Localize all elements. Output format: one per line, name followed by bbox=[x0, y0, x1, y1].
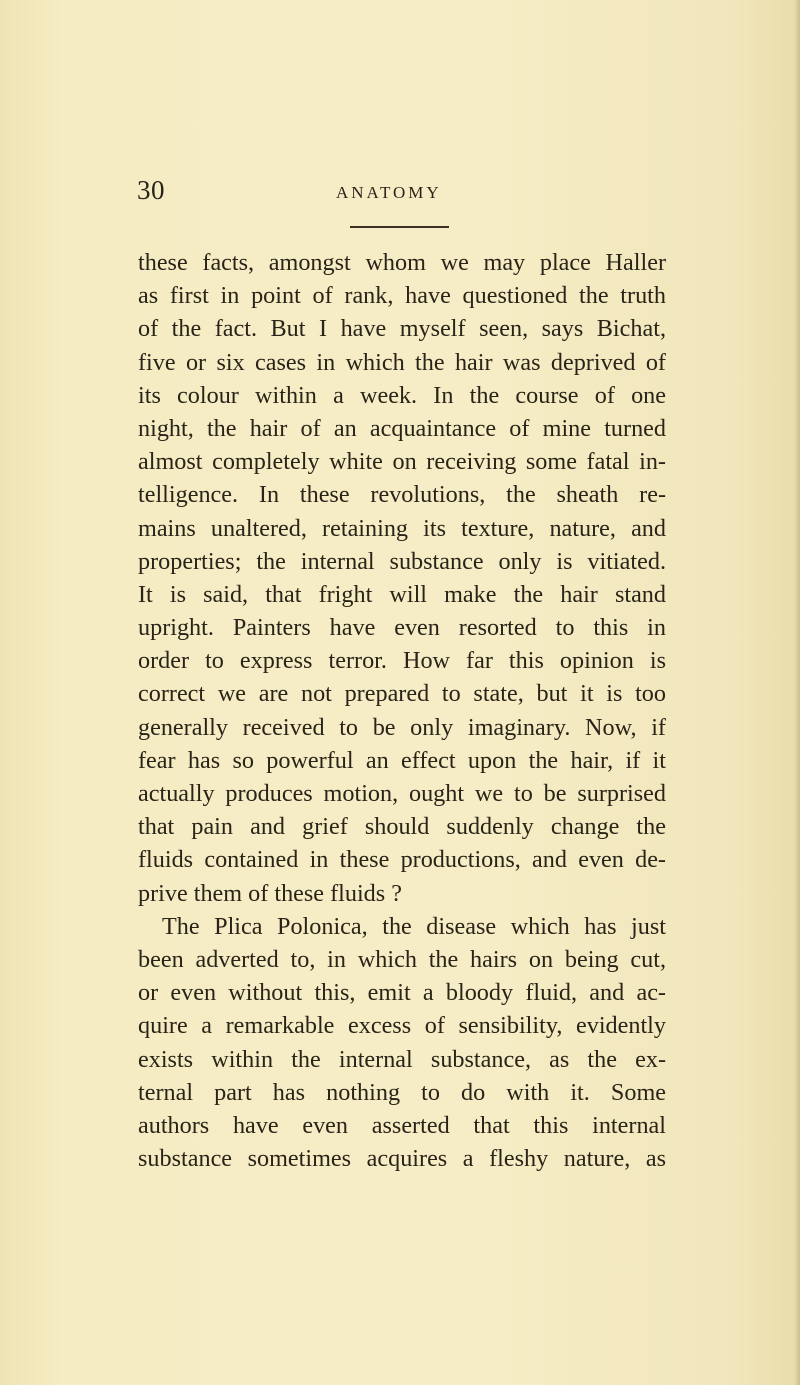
text-line: properties; the internal substance only is vitiated. bbox=[138, 547, 666, 575]
text-line: almost completely white on receiving some fatal in- bbox=[138, 448, 666, 476]
page-edge-shadow bbox=[794, 0, 800, 1385]
text-line: that pain and grief should suddenly change the bbox=[138, 813, 666, 841]
text-line: telligence. In these revolutions, the sheath re- bbox=[138, 481, 666, 509]
text-line: these facts, amongst whom we may place Haller bbox=[138, 249, 666, 276]
text-line: prive them of these fluids ? bbox=[138, 879, 402, 907]
text-line: of the fact. But I have myself seen, says Bichat, bbox=[138, 315, 666, 343]
text-line: or even without this, emit a bloody fluid, and ac- bbox=[138, 979, 666, 1007]
text-line: order to express terror. How far this opinion is bbox=[138, 647, 666, 675]
text-line: ternal part has nothing to do with it. Some bbox=[138, 1078, 666, 1106]
text-line: It is said, that fright will make the hair stand bbox=[138, 580, 666, 608]
text-line: night, the hair of an acquaintance of mine turned bbox=[138, 414, 666, 442]
text-line: actually produces motion, ought we to be surprised bbox=[138, 780, 666, 807]
text-line: quire a remarkable excess of sensibility, evidently bbox=[138, 1012, 666, 1040]
page-header bbox=[0, 175, 800, 207]
text-line: substance sometimes acquires a fleshy nature, as bbox=[138, 1145, 666, 1173]
text-line: The Plica Polonica, the disease which has just bbox=[162, 912, 666, 940]
text-line: fear has so powerful an effect upon the hair, if it bbox=[138, 746, 666, 774]
text-line: authors have even asserted that this internal bbox=[138, 1111, 666, 1139]
text-line: its colour within a week. In the course of one bbox=[138, 381, 666, 409]
text-line: correct we are not prepared to state, but it is too bbox=[138, 680, 666, 708]
text-line: generally received to be only imaginary. Now, if bbox=[138, 713, 666, 741]
text-line: as first in point of rank, have questioned the truth bbox=[138, 282, 666, 310]
page-number: 30 bbox=[137, 175, 165, 205]
body-text bbox=[138, 246, 666, 1175]
text-line: upright. Painters have even resorted to this in bbox=[138, 614, 666, 642]
text-line: mains unaltered, retaining its texture, nature, and bbox=[138, 514, 666, 542]
text-line: been adverted to, in which the hairs on being cut, bbox=[138, 945, 666, 973]
text-line: fluids contained in these productions, and even de- bbox=[138, 846, 666, 874]
header-rule bbox=[350, 226, 449, 228]
text-line: exists within the internal substance, as the ex- bbox=[138, 1045, 666, 1073]
text-line: five or six cases in which the hair was deprived of bbox=[138, 348, 666, 376]
running-head: ANATOMY bbox=[336, 183, 442, 202]
